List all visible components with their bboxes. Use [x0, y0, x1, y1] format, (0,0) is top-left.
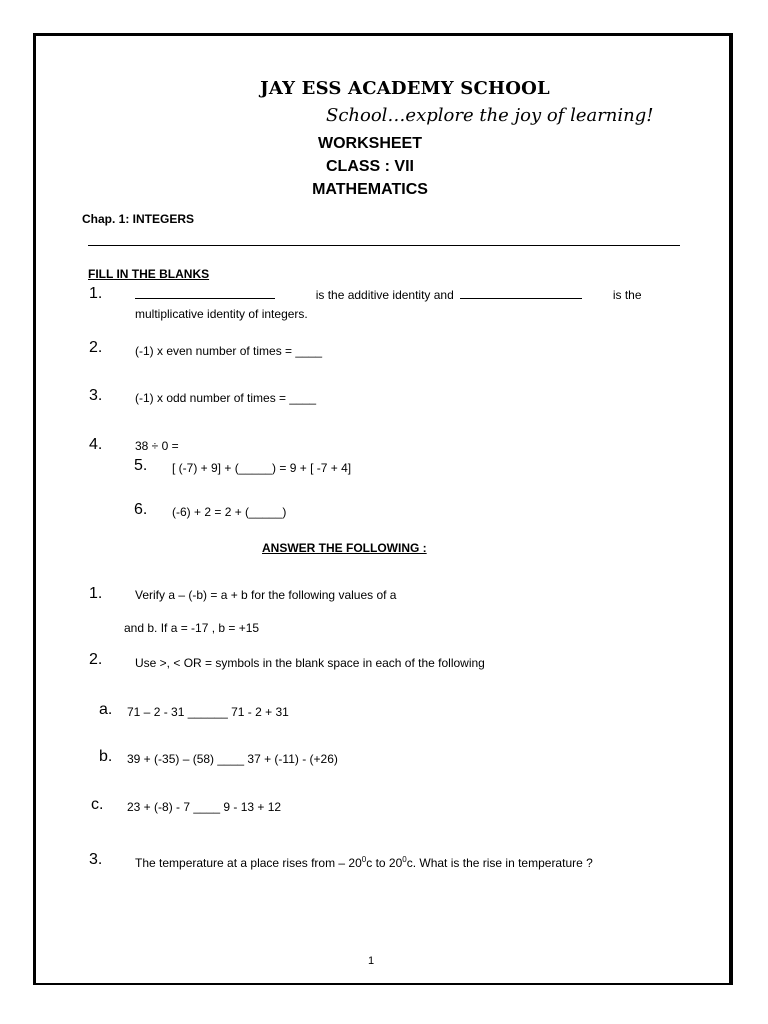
- question-text-line2: and b. If a = -17 , b = +15: [124, 621, 260, 635]
- question-text: 71 – 2 - 31 ______ 71 - 2 + 31: [127, 705, 289, 719]
- class-label: CLASS : VII: [325, 158, 414, 175]
- question-text-line2: multiplicative identity of integers.: [135, 307, 308, 321]
- answer-blank: [460, 288, 582, 299]
- subquestion-label: a.: [99, 701, 113, 718]
- q1-end-text: is the: [612, 288, 642, 302]
- question-number: 2.: [89, 651, 103, 668]
- question-text: [ (-7) + 9] + (_____) = 9 + [ -7 + 4]: [172, 461, 352, 475]
- school-name: JAY ESS ACADEMY SCHOOL: [260, 78, 550, 99]
- question-text: (-6) + 2 = 2 + (_____): [172, 505, 287, 519]
- question-text: 38 ÷ 0 =: [135, 439, 179, 453]
- page-number: 1: [368, 955, 375, 967]
- school-tagline: School…explore the joy of learning!: [326, 105, 654, 126]
- question-number: 1.: [89, 585, 103, 602]
- answer-following-heading: ANSWER THE FOLLOWING :: [262, 541, 427, 555]
- question-text: [135, 288, 642, 302]
- q1-middle-text: is the additive identity and: [315, 288, 454, 302]
- question-number: 3.: [89, 851, 103, 868]
- question-number: 6.: [134, 501, 148, 518]
- subject-label: MATHEMATICS: [312, 181, 428, 198]
- question-number: 4.: [89, 436, 103, 453]
- subquestion-label: b.: [99, 748, 113, 765]
- chapter-title: Chap. 1: INTEGERS: [82, 212, 195, 226]
- question-text: Use >, < OR = symbols in the blank space in each of the following: [135, 656, 485, 670]
- question-number: 1.: [89, 285, 103, 302]
- question-text: Verify a – (-b) = a + b for the following values of a: [135, 588, 397, 602]
- question-number: 2.: [89, 339, 103, 356]
- question-text: 23 + (-8) - 7 ____ 9 - 13 + 12: [127, 800, 282, 814]
- question-number: 5.: [134, 457, 148, 474]
- question-text: 39 + (-35) – (58) ____ 37 + (-11) - (+26): [127, 752, 338, 766]
- question-text: (-1) x even number of times = ____: [135, 344, 323, 358]
- question-number: 3.: [89, 387, 103, 404]
- worksheet-title: WORKSHEET: [318, 135, 422, 152]
- question-text: (-1) x odd number of times = ____: [135, 391, 317, 405]
- question-text: The temperature at a place rises from – $20^0c$ to $20^0c$. What is the rise in temperature ?: [135, 855, 593, 870]
- subquestion-label: c.: [91, 796, 104, 813]
- answer-blank: [135, 288, 275, 299]
- fill-blanks-heading: FILL IN THE BLANKS: [88, 267, 210, 281]
- horizontal-divider: [88, 245, 680, 246]
